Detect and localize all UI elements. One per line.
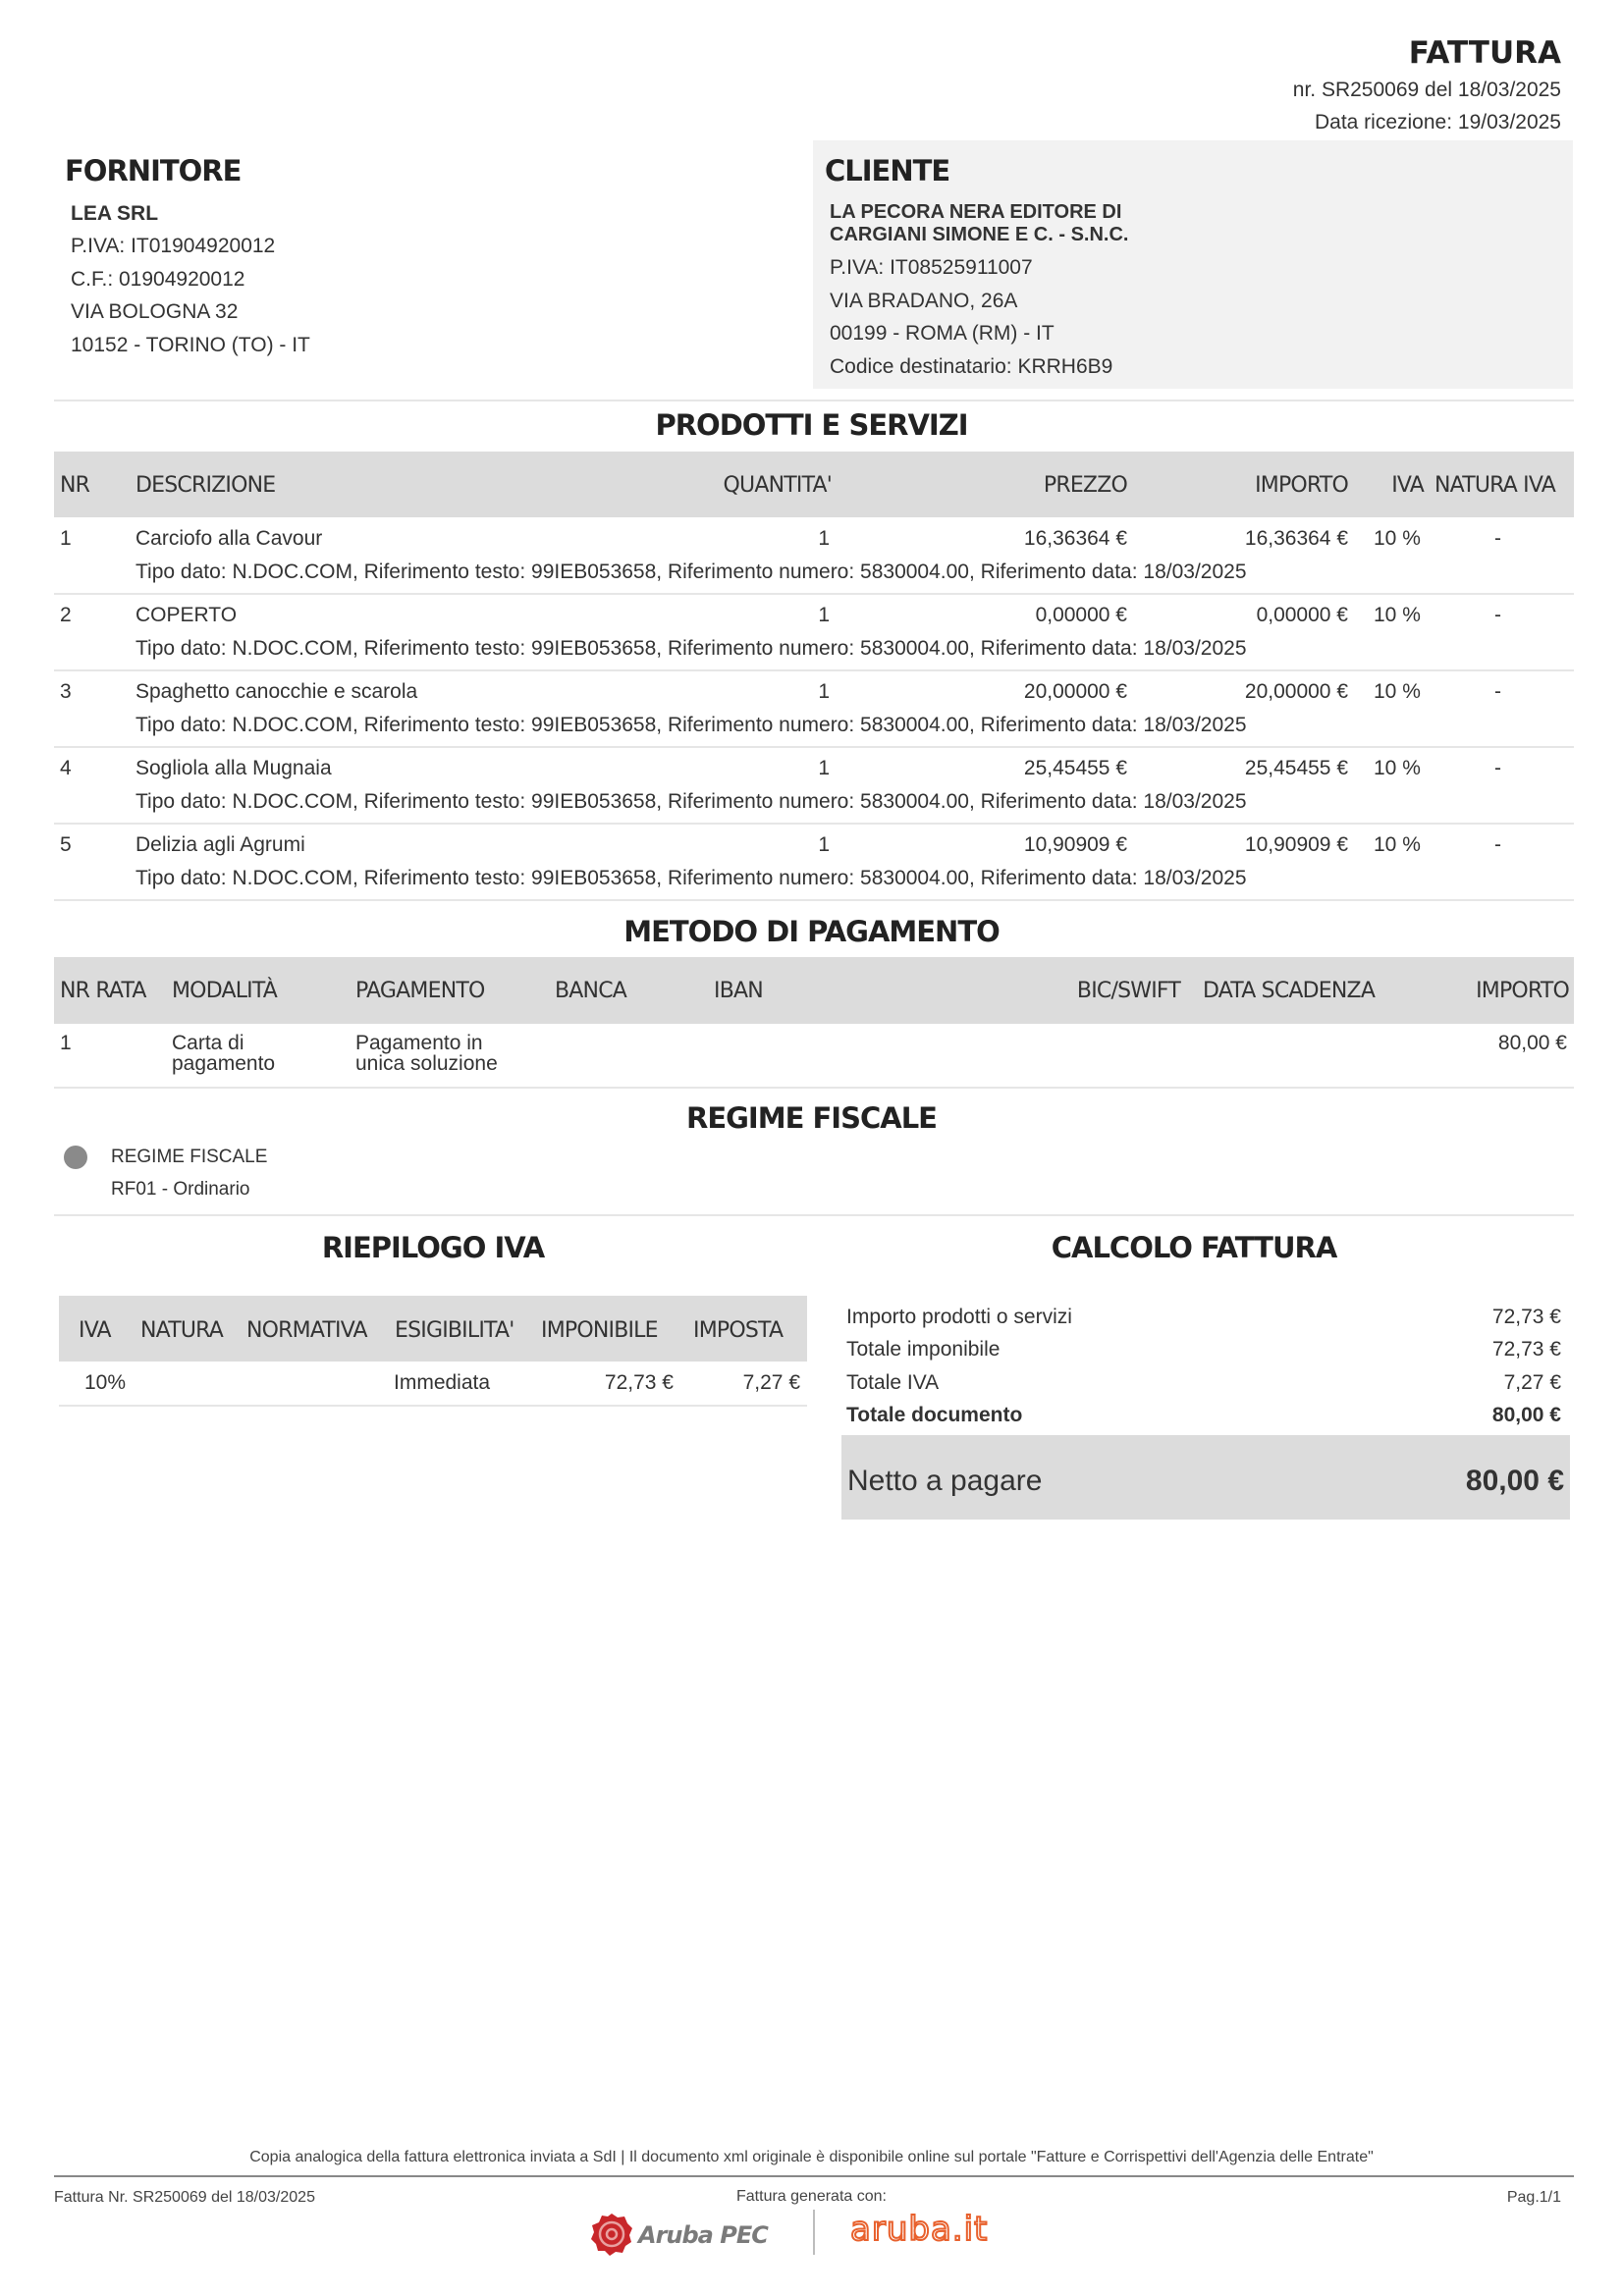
col-nr-rata: NR RATA xyxy=(60,979,146,1003)
row-amount: 16,36364 € xyxy=(1244,527,1348,550)
received-date: Data ricezione: 19/03/2025 xyxy=(1314,111,1561,133)
row-description: Spaghetto canocchie e scarola xyxy=(135,680,418,703)
vat-esigibilita: Immediata xyxy=(394,1371,491,1394)
calc-value: 72,73 € xyxy=(1491,1338,1561,1361)
row-price: 0,00000 € xyxy=(1035,604,1127,626)
footer-generated-with: Fattura generata con: xyxy=(736,2188,887,2205)
divider xyxy=(59,1405,807,1407)
divider xyxy=(54,1214,1574,1216)
col-data-scadenza: DATA SCADENZA xyxy=(1203,979,1376,1003)
tax-regime-heading: REGIME FISCALE xyxy=(685,1101,937,1135)
col-vat-imponibile: IMPONIBILE xyxy=(541,1318,658,1343)
document-title: FATTURA xyxy=(1408,35,1561,71)
row-detail: Tipo dato: N.DOC.COM, Riferimento testo: 99IEB053658, Riferimento numero: 5830004.00, Riferimento data: 18/03/2025 xyxy=(135,637,1247,660)
footer-invoice-ref: Fattura Nr. SR250069 del 18/03/2025 xyxy=(54,2189,315,2206)
row-price: 16,36364 € xyxy=(1023,527,1127,550)
row-natura-iva: - xyxy=(1494,833,1501,856)
client-name-line2: CARGIANI SIMONE E C. - S.N.C. xyxy=(830,224,1129,245)
row-price: 10,90909 € xyxy=(1023,833,1127,856)
net-to-pay-value: 80,00 € xyxy=(1465,1465,1564,1497)
calc-label: Importo prodotti o servizi xyxy=(846,1306,1072,1328)
supplier-city: 10152 - TORINO (TO) - IT xyxy=(71,334,310,356)
client-name-line1: LA PECORA NERA EDITORE DI xyxy=(830,201,1122,223)
row-divider xyxy=(54,593,1574,595)
col-prezzo: PREZZO xyxy=(1043,473,1127,498)
products-heading: PRODOTTI E SERVIZI xyxy=(655,408,968,442)
col-importo: IMPORTO xyxy=(1255,473,1348,498)
client-address: VIA BRADANO, 26A xyxy=(830,290,1018,312)
payment-type-line1: Pagamento in xyxy=(355,1032,483,1054)
calculation-heading: CALCOLO FATTURA xyxy=(1051,1231,1337,1264)
divider xyxy=(54,400,1574,401)
row-nr: 4 xyxy=(60,757,72,779)
footer-notice: Copia analogica della fattura elettronica inviata a SdI | Il documento xml originale è disponibile online sul portale "Fatture e Corrispettivi dell'Agenzia delle Entrate" xyxy=(249,2149,1374,2165)
row-quantity: 1 xyxy=(818,757,830,779)
row-price: 25,45455 € xyxy=(1023,757,1127,779)
col-descrizione: DESCRIZIONE xyxy=(135,473,276,498)
col-vat-iva: IVA xyxy=(79,1318,111,1343)
payment-nr: 1 xyxy=(60,1032,72,1054)
col-nr: NR xyxy=(60,473,90,498)
col-vat-natura: NATURA xyxy=(140,1318,223,1343)
invoice-number: nr. SR250069 del 18/03/2025 xyxy=(1292,79,1561,101)
row-iva: 10 % xyxy=(1374,833,1421,856)
payment-heading: METODO DI PAGAMENTO xyxy=(623,915,1000,948)
tax-regime-label: REGIME FISCALE xyxy=(111,1147,268,1167)
row-natura-iva: - xyxy=(1494,680,1501,703)
row-nr: 2 xyxy=(60,604,72,626)
client-piva: P.IVA: IT08525911007 xyxy=(830,256,1033,279)
col-modalita: MODALITÀ xyxy=(172,979,278,1003)
row-quantity: 1 xyxy=(818,527,830,550)
vat-imponibile: 72,73 € xyxy=(604,1371,674,1394)
logo-separator xyxy=(813,2210,815,2255)
row-natura-iva: - xyxy=(1494,757,1501,779)
client-city: 00199 - ROMA (RM) - IT xyxy=(830,322,1055,345)
row-amount: 25,45455 € xyxy=(1244,757,1348,779)
vat-rate: 10% xyxy=(84,1371,127,1394)
col-bic-swift: BIC/SWIFT xyxy=(1076,979,1180,1003)
aruba-pec-seal-icon xyxy=(589,2212,634,2257)
col-importo-pagamento: IMPORTO xyxy=(1476,979,1569,1003)
client-heading: CLIENTE xyxy=(825,154,950,187)
payment-mode-line2: pagamento xyxy=(172,1052,276,1075)
row-description: COPERTO xyxy=(135,604,238,626)
supplier-cf: C.F.: 01904920012 xyxy=(71,268,245,291)
col-iban: IBAN xyxy=(714,979,763,1003)
vat-summary-heading: RIEPILOGO IVA xyxy=(321,1231,545,1264)
row-quantity: 1 xyxy=(818,604,830,626)
col-iva: IVA xyxy=(1391,473,1424,498)
row-natura-iva: - xyxy=(1494,604,1501,626)
footer-page: Pag.1/1 xyxy=(1506,2189,1561,2206)
col-vat-normativa: NORMATIVA xyxy=(246,1318,367,1343)
payment-mode-line1: Carta di xyxy=(172,1032,244,1054)
row-nr: 1 xyxy=(60,527,72,550)
col-pagamento: PAGAMENTO xyxy=(355,979,485,1003)
bullet-icon xyxy=(64,1146,87,1169)
calc-value: 7,27 € xyxy=(1503,1371,1561,1394)
row-amount: 20,00000 € xyxy=(1244,680,1348,703)
row-iva: 10 % xyxy=(1374,757,1421,779)
tax-regime-value: RF01 - Ordinario xyxy=(111,1179,250,1200)
supplier-name: LEA SRL xyxy=(71,202,159,225)
row-quantity: 1 xyxy=(818,833,830,856)
row-description: Sogliola alla Mugnaia xyxy=(135,757,332,779)
calc-label: Totale documento xyxy=(846,1404,1023,1426)
calc-label: Totale IVA xyxy=(846,1371,940,1394)
payment-amount: 80,00 € xyxy=(1497,1032,1567,1054)
net-to-pay-box xyxy=(841,1435,1570,1520)
payment-type-line2: unica soluzione xyxy=(355,1052,498,1075)
aruba-pec-logo xyxy=(589,2210,785,2259)
row-detail: Tipo dato: N.DOC.COM, Riferimento testo: 99IEB053658, Riferimento numero: 5830004.00, Riferimento data: 18/03/2025 xyxy=(135,561,1247,583)
row-divider xyxy=(54,746,1574,748)
footer-divider xyxy=(54,2175,1574,2177)
row-quantity: 1 xyxy=(818,680,830,703)
col-banca: BANCA xyxy=(555,979,627,1003)
divider xyxy=(54,1087,1574,1089)
row-description: Delizia agli Agrumi xyxy=(135,833,305,856)
client-section xyxy=(813,140,1573,389)
row-natura-iva: - xyxy=(1494,527,1501,550)
row-nr: 3 xyxy=(60,680,72,703)
calc-value: 72,73 € xyxy=(1491,1306,1561,1328)
col-natura-iva: NATURA IVA xyxy=(1434,473,1555,498)
row-price: 20,00000 € xyxy=(1023,680,1127,703)
col-quantita: QUANTITA' xyxy=(723,473,832,498)
row-divider xyxy=(54,823,1574,825)
row-iva: 10 % xyxy=(1374,604,1421,626)
client-recipient-code: Codice destinatario: KRRH6B9 xyxy=(830,355,1113,378)
aruba-pec-wordmark: Aruba PEC xyxy=(638,2221,768,2249)
row-nr: 5 xyxy=(60,833,72,856)
row-detail: Tipo dato: N.DOC.COM, Riferimento testo: 99IEB053658, Riferimento numero: 5830004.00, Riferimento data: 18/03/2025 xyxy=(135,790,1247,813)
supplier-address: VIA BOLOGNA 32 xyxy=(71,300,239,323)
row-amount: 10,90909 € xyxy=(1244,833,1348,856)
supplier-section xyxy=(54,140,800,391)
row-description: Carciofo alla Cavour xyxy=(135,527,323,550)
row-detail: Tipo dato: N.DOC.COM, Riferimento testo: 99IEB053658, Riferimento numero: 5830004.00, Riferimento data: 18/03/2025 xyxy=(135,714,1247,736)
net-to-pay-label: Netto a pagare xyxy=(847,1465,1043,1497)
aruba-it-logo: aruba.it xyxy=(850,2210,989,2249)
row-divider xyxy=(54,899,1574,901)
row-iva: 10 % xyxy=(1374,527,1421,550)
row-divider xyxy=(54,669,1574,671)
row-detail: Tipo dato: N.DOC.COM, Riferimento testo: 99IEB053658, Riferimento numero: 5830004.00, Riferimento data: 18/03/2025 xyxy=(135,867,1247,889)
row-iva: 10 % xyxy=(1374,680,1421,703)
col-vat-imposta: IMPOSTA xyxy=(693,1318,784,1343)
calc-label: Totale imponibile xyxy=(846,1338,1001,1361)
supplier-heading: FORNITORE xyxy=(65,154,242,187)
vat-imposta: 7,27 € xyxy=(742,1371,800,1394)
col-vat-esigibilita: ESIGIBILITA' xyxy=(395,1318,514,1343)
calc-value: 80,00 € xyxy=(1491,1404,1561,1426)
row-amount: 0,00000 € xyxy=(1256,604,1348,626)
supplier-piva: P.IVA: IT01904920012 xyxy=(71,235,276,257)
